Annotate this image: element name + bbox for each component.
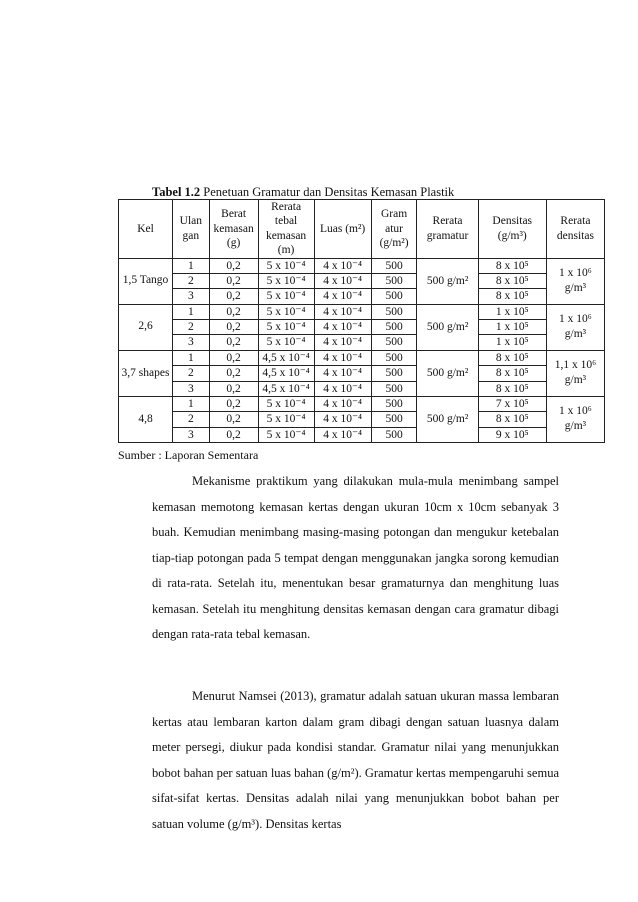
cell-ulangan: 2 [173, 320, 210, 335]
paragraph-2-text: Menurut Namsei (2013), gramatur adalah satuan ukuran massa lembaran kertas atau lembaran karton dalam gram dibagi dengan satuan luasnya dalam meter persegi, diukur pada kondisi standar. Gramatur nilai yang menunjukkan bobot bahan per satuan luas bahan (g/m²). Gramatur kertas mempengaruhi semua sifat-sifat kertas. Densitas adalah nilai yang menunjukkan bobot bahan per satuan volume (g/m³). Densitas kertas [152, 689, 559, 831]
cell-berat: 0,2 [209, 412, 258, 427]
cell-gramatur: 500 [371, 427, 417, 442]
table-row [119, 335, 605, 350]
cell-berat: 0,2 [209, 350, 258, 365]
header-ulangan: Ulan gan [173, 200, 210, 259]
cell-berat: 0,2 [209, 381, 258, 396]
cell-ulangan: 3 [173, 335, 210, 350]
table-row [119, 304, 605, 319]
cell-densitas: 8 x 10⁵ [478, 258, 546, 273]
cell-berat: 0,2 [209, 366, 258, 381]
header-rerata-densitas: Rerata densitas [546, 200, 604, 259]
cell-ulangan: 3 [173, 427, 210, 442]
cell-luas: 4 x 10⁻⁴ [314, 273, 371, 288]
table-row [119, 381, 605, 396]
cell-ulangan: 1 [173, 258, 210, 273]
cell-tebal: 5 x 10⁻⁴ [258, 335, 314, 350]
cell-densitas: 1 x 10⁵ [478, 304, 546, 319]
cell-ulangan: 2 [173, 366, 210, 381]
paragraph-1-text: Mekanisme praktikum yang dilakukan mula-mula menimbang sampel kemasan memotong kemasan kertas dengan ukuran 10cm x 10cm sebanyak 3 buah. Kemudian menimbang masing-masing potongan dan mengukur ketebalan tiap-tiap potongan pada 5 tempat dengan menggunakan jangka sorong kemudian di rata-rata. Setelah itu, menentukan besar gramaturnya dan menghitung luas kemasan. Setelah itu menghitung densitas kemasan dengan cara gramatur dibagi dengan rata-rata tebal kemasan. [152, 474, 559, 641]
cell-luas: 4 x 10⁻⁴ [314, 427, 371, 442]
cell-ulangan: 3 [173, 381, 210, 396]
cell-tebal: 4,5 x 10⁻⁴ [258, 366, 314, 381]
data-table [118, 199, 605, 443]
cell-berat: 0,2 [209, 258, 258, 273]
cell-rerata-gramatur: 500 g/m² [417, 396, 478, 442]
cell-luas: 4 x 10⁻⁴ [314, 335, 371, 350]
table-row [119, 258, 605, 273]
cell-tebal: 5 x 10⁻⁴ [258, 304, 314, 319]
cell-luas: 4 x 10⁻⁴ [314, 412, 371, 427]
cell-rerata-densitas: 1 x 10⁶ g/m³ [546, 258, 604, 304]
cell-luas: 4 x 10⁻⁴ [314, 289, 371, 304]
cell-gramatur: 500 [371, 335, 417, 350]
cell-berat: 0,2 [209, 335, 258, 350]
cell-ulangan: 1 [173, 396, 210, 411]
cell-ulangan: 2 [173, 412, 210, 427]
cell-gramatur: 500 [371, 412, 417, 427]
cell-tebal: 5 x 10⁻⁴ [258, 412, 314, 427]
cell-ulangan: 1 [173, 350, 210, 365]
cell-luas: 4 x 10⁻⁴ [314, 396, 371, 411]
cell-ulangan: 1 [173, 304, 210, 319]
cell-densitas: 8 x 10⁵ [478, 366, 546, 381]
cell-berat: 0,2 [209, 320, 258, 335]
cell-tebal: 4,5 x 10⁻⁴ [258, 381, 314, 396]
table-row [119, 396, 605, 411]
cell-gramatur: 500 [371, 381, 417, 396]
cell-gramatur: 500 [371, 273, 417, 288]
table-caption [152, 185, 454, 200]
table-header-row [119, 200, 605, 259]
cell-ulangan: 3 [173, 289, 210, 304]
cell-kel: 2,6 [119, 304, 173, 350]
header-tebal: Rerata tebal kemasan (m) [258, 200, 314, 259]
cell-densitas: 8 x 10⁵ [478, 412, 546, 427]
cell-berat: 0,2 [209, 304, 258, 319]
cell-luas: 4 x 10⁻⁴ [314, 304, 371, 319]
cell-rerata-gramatur: 500 g/m² [417, 304, 478, 350]
table-row [119, 427, 605, 442]
cell-densitas: 8 x 10⁵ [478, 289, 546, 304]
header-kel: Kel [119, 200, 173, 259]
table-row [119, 320, 605, 335]
cell-tebal: 5 x 10⁻⁴ [258, 258, 314, 273]
table-caption-label: Tabel 1.2 [152, 185, 201, 199]
cell-rerata-gramatur: 500 g/m² [417, 258, 478, 304]
cell-tebal: 5 x 10⁻⁴ [258, 427, 314, 442]
table-row [119, 366, 605, 381]
cell-berat: 0,2 [209, 396, 258, 411]
cell-densitas: 8 x 10⁵ [478, 273, 546, 288]
cell-luas: 4 x 10⁻⁴ [314, 320, 371, 335]
paragraph-2 [152, 684, 559, 837]
cell-gramatur: 500 [371, 258, 417, 273]
header-rerata-gramatur: Rerata gramatur [417, 200, 478, 259]
cell-berat: 0,2 [209, 427, 258, 442]
cell-densitas: 8 x 10⁵ [478, 381, 546, 396]
cell-densitas: 9 x 10⁵ [478, 427, 546, 442]
cell-gramatur: 500 [371, 366, 417, 381]
cell-luas: 4 x 10⁻⁴ [314, 258, 371, 273]
cell-luas: 4 x 10⁻⁴ [314, 366, 371, 381]
table-row [119, 412, 605, 427]
cell-gramatur: 500 [371, 350, 417, 365]
cell-rerata-densitas: 1 x 10⁶ g/m³ [546, 304, 604, 350]
cell-ulangan: 2 [173, 273, 210, 288]
table-source: Sumber : Laporan Sementara [118, 448, 259, 462]
cell-gramatur: 500 [371, 289, 417, 304]
cell-rerata-densitas: 1 x 10⁶ g/m³ [546, 396, 604, 442]
header-densitas: Densitas (g/m³) [478, 200, 546, 259]
cell-berat: 0,2 [209, 289, 258, 304]
cell-gramatur: 500 [371, 320, 417, 335]
cell-densitas: 7 x 10⁵ [478, 396, 546, 411]
cell-luas: 4 x 10⁻⁴ [314, 350, 371, 365]
cell-tebal: 5 x 10⁻⁴ [258, 289, 314, 304]
header-luas: Luas (m²) [314, 200, 371, 259]
cell-gramatur: 500 [371, 396, 417, 411]
cell-kel: 1,5 Tango [119, 258, 173, 304]
table-row [119, 350, 605, 365]
cell-tebal: 5 x 10⁻⁴ [258, 396, 314, 411]
cell-berat: 0,2 [209, 273, 258, 288]
cell-kel: 3,7 shapes [119, 350, 173, 396]
cell-luas: 4 x 10⁻⁴ [314, 381, 371, 396]
header-berat: Berat kemasan (g) [209, 200, 258, 259]
cell-gramatur: 500 [371, 304, 417, 319]
table-row [119, 273, 605, 288]
cell-tebal: 5 x 10⁻⁴ [258, 320, 314, 335]
cell-tebal: 4,5 x 10⁻⁴ [258, 350, 314, 365]
cell-rerata-densitas: 1,1 x 10⁶ g/m³ [546, 350, 604, 396]
cell-rerata-gramatur: 500 g/m² [417, 350, 478, 396]
cell-tebal: 5 x 10⁻⁴ [258, 273, 314, 288]
paragraph-1 [152, 469, 559, 648]
cell-densitas: 8 x 10⁵ [478, 350, 546, 365]
cell-densitas: 1 x 10⁵ [478, 335, 546, 350]
table-row [119, 289, 605, 304]
table-caption-text: Penetuan Gramatur dan Densitas Kemasan Plastik [200, 185, 455, 199]
cell-densitas: 1 x 10⁵ [478, 320, 546, 335]
table-body [119, 258, 605, 443]
cell-kel: 4,8 [119, 396, 173, 442]
header-gramatur: Gram atur (g/m²) [371, 200, 417, 259]
